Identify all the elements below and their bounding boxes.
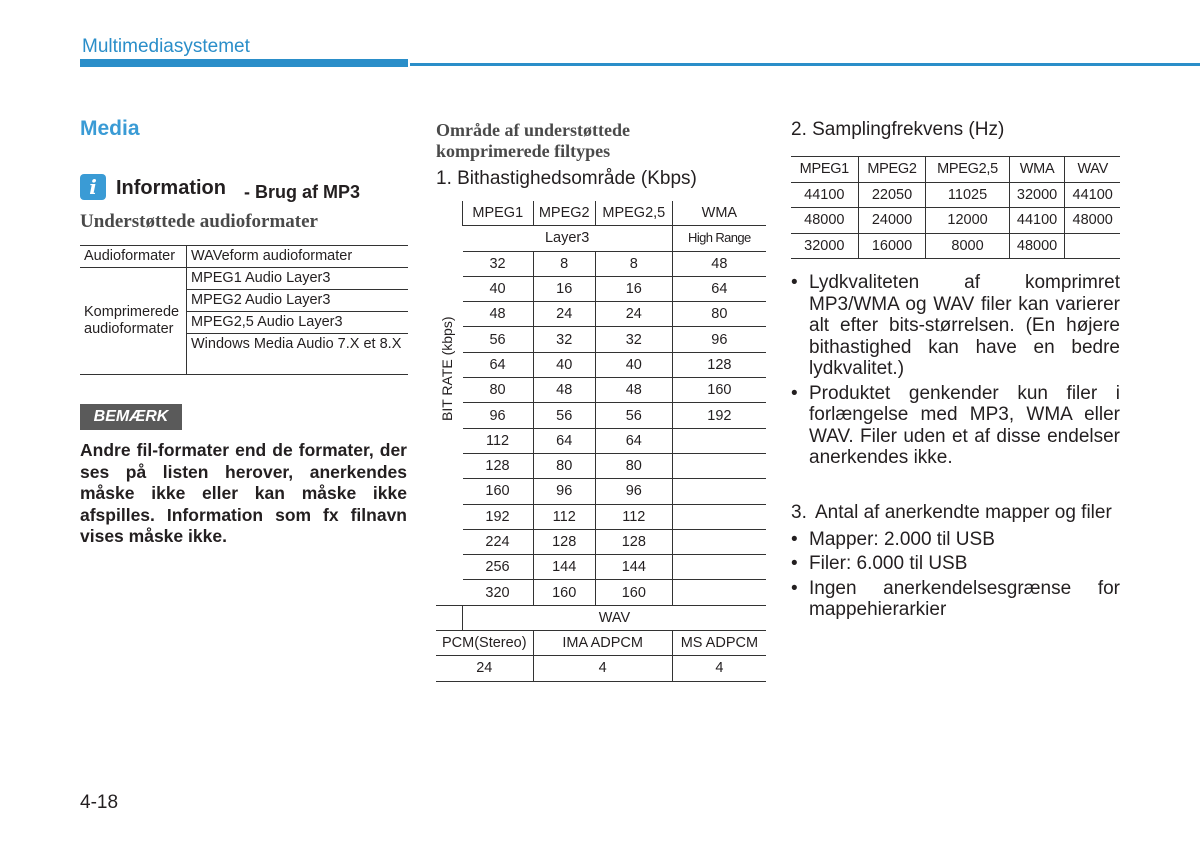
- info-icon: i: [80, 174, 106, 200]
- table-row: [80, 268, 408, 290]
- note-badge: BEMÆRK: [80, 404, 182, 430]
- table-cell: 32000: [1009, 182, 1065, 208]
- table-cell: 16: [533, 276, 595, 301]
- table-cell: 64: [595, 428, 672, 453]
- table-cell: 144: [595, 555, 672, 580]
- table-cell: 96: [463, 403, 534, 428]
- table-cell: 32000: [791, 233, 858, 259]
- bullet-icon: •: [791, 528, 798, 550]
- table-header-row: [436, 605, 766, 630]
- table-row: [436, 403, 766, 428]
- column-header: MPEG1: [791, 157, 858, 183]
- column-header: MPEG2,5: [595, 201, 672, 226]
- table-cell: [672, 453, 766, 478]
- sampling-table: [791, 156, 1120, 259]
- table-row: [436, 580, 766, 605]
- table-cell: 80: [533, 453, 595, 478]
- bullet-icon: •: [791, 272, 798, 293]
- column-header: MS ADPCM: [672, 631, 766, 656]
- info-title: Information: [116, 177, 226, 199]
- table-cell: MPEG2,5 Audio Layer3: [187, 312, 409, 334]
- column-header: MPEG2: [533, 201, 595, 226]
- table-cell: 80: [672, 302, 766, 327]
- table-cell: 320: [463, 580, 534, 605]
- wav-label: WAV: [463, 605, 767, 630]
- table-cell: 56: [533, 403, 595, 428]
- table-cell: 80: [595, 453, 672, 478]
- note-text: Andre fil-formater end de formater, der ses på listen herover, anerkendes måske ikke eller kan måske ikke afspilles. Information som fx filnavn vises måske ikke.: [80, 440, 407, 546]
- table-cell: WAVeform audioformater: [187, 246, 409, 268]
- table-cell: 40: [533, 352, 595, 377]
- table-cell: 80: [463, 378, 534, 403]
- table-cell: 11025: [926, 182, 1009, 208]
- column-header: WMA: [672, 201, 766, 226]
- table-cell: 192: [672, 403, 766, 428]
- table-cell: 128: [595, 529, 672, 554]
- table-cell: [1065, 233, 1120, 259]
- quality-bullets: [791, 272, 1120, 472]
- table-cell: 160: [595, 580, 672, 605]
- table-cell: 160: [533, 580, 595, 605]
- table-row: [436, 428, 766, 453]
- table-cell: 96: [672, 327, 766, 352]
- table-cell: 160: [672, 378, 766, 403]
- list-item: [791, 383, 1120, 469]
- table-cell: 44100: [791, 182, 858, 208]
- list-item-text: Ingen anerkendelsesgrænse for mappehierarkier: [809, 577, 1120, 620]
- table-cell: 64: [463, 352, 534, 377]
- table-header-row: [436, 201, 766, 226]
- table-cell: Audioformater: [80, 246, 187, 268]
- table-cell: 48000: [791, 208, 858, 234]
- table-cell: 8: [533, 251, 595, 276]
- table-cell: 40: [463, 276, 534, 301]
- media-heading: Media: [80, 117, 140, 140]
- table-row: [436, 479, 766, 504]
- bitrate-heading: 1. Bithastighedsområde (Kbps): [436, 168, 697, 189]
- folders-heading-text: Antal af anerkendte mapper og filer: [815, 502, 1112, 523]
- table-cell: 32: [595, 327, 672, 352]
- column-header: WAV: [1065, 157, 1120, 183]
- table-cell: [436, 605, 463, 630]
- table-cell: 224: [463, 529, 534, 554]
- layer-label: Layer3: [463, 226, 673, 251]
- column-header: MPEG1: [463, 201, 534, 226]
- info-subtitle: - Brug af MP3: [244, 182, 361, 202]
- table-cell: 40: [595, 352, 672, 377]
- list-item: [791, 272, 1120, 380]
- table-cell: [672, 580, 766, 605]
- table-cell: 160: [463, 479, 534, 504]
- table-cell: 128: [463, 453, 534, 478]
- table-row: [436, 352, 766, 377]
- column-header: MPEG2: [858, 157, 926, 183]
- table-header-row: [436, 226, 766, 251]
- table-row: [436, 302, 766, 327]
- column-header: MPEG2,5: [926, 157, 1009, 183]
- table-cell: 192: [463, 504, 534, 529]
- folders-section: [791, 502, 1120, 624]
- table-cell: 8000: [926, 233, 1009, 259]
- table-header-row: [791, 157, 1120, 183]
- table-cell: 64: [533, 428, 595, 453]
- table-cell: 48: [595, 378, 672, 403]
- table-cell: 112: [533, 504, 595, 529]
- table-row: [791, 208, 1120, 234]
- table-cell: 112: [595, 504, 672, 529]
- table-cell: 8: [595, 251, 672, 276]
- folders-number: 3.: [791, 502, 807, 523]
- table-cell: 96: [595, 479, 672, 504]
- table-cell: Windows Media Audio 7.X et 8.X: [187, 334, 409, 375]
- table-cell: 96: [533, 479, 595, 504]
- table-cell: 128: [672, 352, 766, 377]
- table-cell: 56: [463, 327, 534, 352]
- table-cell: 48: [533, 378, 595, 403]
- bullet-icon: •: [791, 577, 798, 599]
- table-row: [80, 246, 408, 268]
- table-cell: [672, 529, 766, 554]
- folders-heading: [791, 502, 1120, 524]
- wma-range-label: High Range: [672, 226, 766, 251]
- table-cell: 22050: [858, 182, 926, 208]
- table-cell: 128: [533, 529, 595, 554]
- table-row: [436, 504, 766, 529]
- table-cell: 16: [595, 276, 672, 301]
- bullet-icon: •: [791, 553, 798, 574]
- table-cell: 24: [533, 302, 595, 327]
- table-cell: [672, 428, 766, 453]
- bullet-icon: •: [791, 382, 798, 404]
- sampling-heading: 2. Samplingfrekvens (Hz): [791, 119, 1005, 140]
- table-row: [436, 453, 766, 478]
- table-cell: 44100: [1009, 208, 1065, 234]
- list-item: [791, 578, 1120, 621]
- table-cell: 48000: [1009, 233, 1065, 259]
- table-cell: 24000: [858, 208, 926, 234]
- table-row: [436, 529, 766, 554]
- audio-formats-heading: Understøttede audioformater: [80, 211, 318, 232]
- list-item-text: Produktet genkender kun filer i forlængelse med MP3, WMA eller WAV. Filer uden et af disse endelser anerkendes ikke.: [809, 382, 1120, 468]
- bitrate-table: [436, 201, 766, 682]
- table-row: [791, 182, 1120, 208]
- table-row: [436, 656, 766, 681]
- table-cell: [672, 504, 766, 529]
- table-cell: 256: [463, 555, 534, 580]
- list-item-text: Lydkvaliteten af komprimret MP3/WMA og WAV filer kan varierer alt efter bits-størrelsen. (En højere bithastighed kan have en bedre lydkvalitet.): [809, 272, 1120, 379]
- page-number: 4-18: [80, 792, 119, 813]
- list-item: [791, 529, 1120, 551]
- table-cell: 48: [463, 302, 534, 327]
- table-cell: Komprimerede audioformater: [80, 268, 187, 375]
- table-row: [436, 555, 766, 580]
- list-item-text: Mapper: 2.000 til USB: [809, 528, 995, 550]
- column-header: PCM(Stereo): [436, 631, 533, 656]
- header-bar-accent: [80, 59, 408, 67]
- table-row: [436, 378, 766, 403]
- column-header: IMA ADPCM: [533, 631, 672, 656]
- table-cell: 32: [463, 251, 534, 276]
- table-cell: 112: [463, 428, 534, 453]
- bitrate-axis-label: BIT RATE (kbps): [439, 316, 455, 421]
- table-cell: MPEG2 Audio Layer3: [187, 290, 409, 312]
- table-cell: MPEG1 Audio Layer3: [187, 268, 409, 290]
- table-cell: [672, 479, 766, 504]
- section-title: Multimediasystemet: [82, 36, 250, 57]
- header-rule: [410, 63, 1200, 66]
- list-item: [791, 553, 1120, 575]
- list-item-text: Filer: 6.000 til USB: [809, 553, 968, 574]
- table-cell: 48: [672, 251, 766, 276]
- column-header: WMA: [1009, 157, 1065, 183]
- supported-types-heading: Område af understøttede komprimerede filtypes: [436, 120, 630, 161]
- table-cell: 4: [672, 656, 766, 681]
- table-row: [436, 276, 766, 301]
- table-cell: 16000: [858, 233, 926, 259]
- table-cell: 24: [436, 656, 533, 681]
- audio-formats-table: [80, 245, 408, 375]
- table-row: [436, 251, 766, 276]
- table-row: [436, 327, 766, 352]
- table-cell: 144: [533, 555, 595, 580]
- table-row: [791, 233, 1120, 259]
- table-cell: 48000: [1065, 208, 1120, 234]
- table-cell: 12000: [926, 208, 1009, 234]
- table-cell: 24: [595, 302, 672, 327]
- table-cell: 4: [533, 656, 672, 681]
- table-cell: 32: [533, 327, 595, 352]
- table-header-row: [436, 631, 766, 656]
- table-cell: 64: [672, 276, 766, 301]
- vertical-label-cell: [436, 201, 463, 605]
- table-cell: [672, 555, 766, 580]
- table-cell: 56: [595, 403, 672, 428]
- table-cell: 44100: [1065, 182, 1120, 208]
